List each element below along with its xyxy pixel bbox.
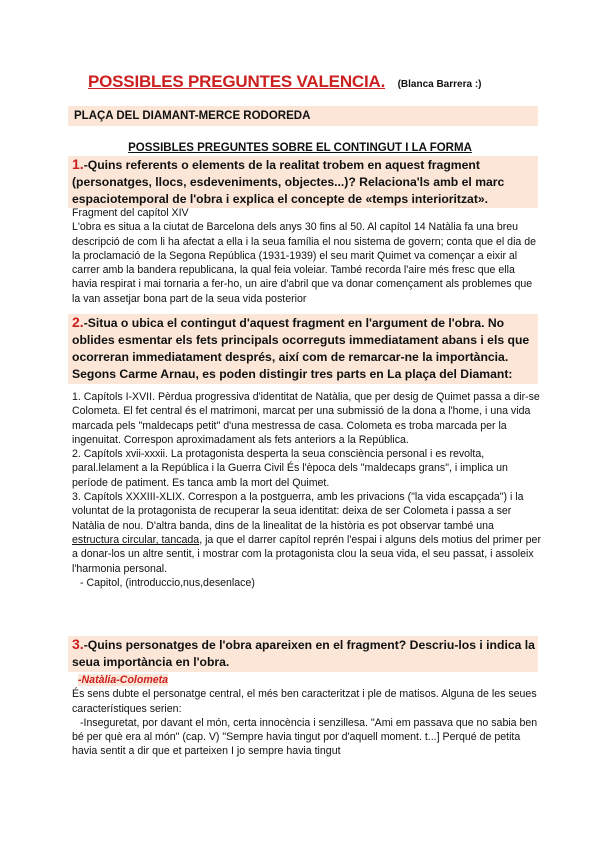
question-2-number: 2. (72, 314, 84, 330)
question-1-number: 1. (72, 156, 84, 172)
document-title: POSSIBLES PREGUNTES VALENCIA. (88, 72, 386, 91)
question-1-text: -Quins referents o elements de la realitat trobem en aquest fragment (personatges, llocs, esdeveniments, objectes...)? Relaciona'ls amb el marc espaciotemporal de l'obra i explica el concepte de «temps interioritzat». (72, 158, 505, 206)
question-2-text: -Situa o ubica el contingut d'aquest fragment en l'argument de l'obra. No oblides esmentar els fets principals ocorreguts immediatament abans i els que ocorreran immediatament després, així com de remarcar-ne la importància. Segons Carme Arnau, es poden distingir tres parts en La plaça del Diamant: (72, 316, 530, 381)
author-note: (Blanca Barrera :) (397, 79, 482, 90)
character-trait: -Inseguretat, por davant el món, certa innocència i senzillesa. "Ami em passava que no sabia ben bé per què era al món" (cap. V) "Sempre havia tingut por d'aquell moment. t...] Perqué de petita havia sentit a dir que et parteixen I jo sempre havia tingut (72, 716, 538, 758)
part-3-text (72, 490, 542, 561)
part-3-text-b: , ja que el darrer capítol reprén l'espai i alguns dels motius del primer per a donar-los un altre sentit, i mostrar com la protagonista clou la seua vida, el seu passat, i assoleix (72, 533, 541, 561)
question-3 (72, 636, 542, 671)
document-header (88, 72, 481, 92)
work-title: PLAÇA DEL DIAMANT-MERCE RODOREDA (74, 110, 311, 122)
question-3-number: 3. (72, 636, 84, 652)
question-2 (72, 314, 542, 383)
circular-structure-underline: estructura circular, tancada (72, 533, 200, 546)
question-2-answer (72, 390, 542, 590)
character-name: -Natàlia-Colometa (78, 674, 169, 686)
question-3-text: -Quins personatges de l'obra apareixen en el fragment? Descriu-los i indica la seua importància en l'obra. (72, 638, 535, 669)
part-1-text: 1. Capítols I-XVII. Pèrdua progressiva d'identitat de Natàlia, que per desig de Quimet passa a dir-se Colometa. El fet central és el matrimoni, marcat per una submissió de la dona a l'home, i una vida marcada pels "maldecaps petit" d'una mestressa de casa. Colometa es troba marcada per la ingenuitat. Correspon aproximadament als fets anteriors a la República. (72, 391, 540, 446)
answer-1-text: L'obra es situa a la ciutat de Barcelona dels anys 30 fins al 50. Al capítol 14 Natàlia fa una breu descripció de com li ha afectat a ella i la seua família el nou sistema de govern; conta que el dia de la proclamació de la Segona República (1931-1939) el seu marit Quimet va començar a eixir al carrer amb la bandera republicana, la qual feia voleiar. També recorda l'aire més fresc que ella havia respirat i mai tornaria a fer-ho, un aire d'abril que va donar començament als problemes que la van assetjar bona part de la seua vida posterior (72, 221, 537, 305)
part-3-end: l'harmonia personal. (72, 562, 168, 575)
question-1-answer (72, 206, 542, 306)
question-1 (72, 156, 542, 208)
part-2-text: 2. Capítols xvii-xxxii. La protagonista desperta la seua consciència personal i es revolta, paral.lelament a la República i la Guerra Civil És l'època dels "maldecaps grans", i implica un període de patiment. Es tanca amb la mort del Quimet. (72, 448, 508, 489)
fragment-label: Fragment del capítol XIV (72, 207, 189, 219)
structure-note: - Capitol, (introduccio,nus,desenlace) (80, 576, 255, 589)
part-3-text-a: 3. Capítols XXXIII-XLIX. Correspon a la postguerra, amb les privacions ("la vida escapçada") i la voluntat de la protagonista de recuperar la seua identitat: deixa de ser Colometa i passa a ser Natàlia de nou. D'altra banda, dins de la linealitat de la història es pot observar també una (72, 491, 524, 532)
character-intro: És sens dubte el personatge central, el més ben caracteritzat i ple de matisos. Alguna de les seues característiques serien: (72, 688, 537, 715)
question-3-answer (72, 673, 542, 759)
section-title: POSSIBLES PREGUNTES SOBRE EL CONTINGUT I LA FORMA (128, 142, 472, 154)
